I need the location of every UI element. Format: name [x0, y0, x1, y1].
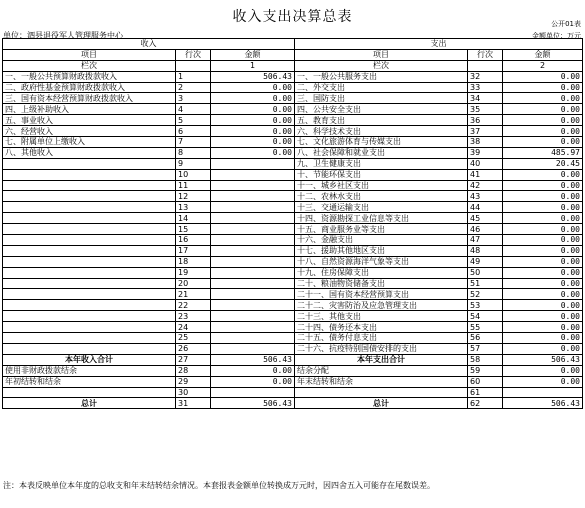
income-item-cell	[3, 267, 176, 278]
expense-rowno-cell: 36	[468, 115, 503, 126]
expense-item-cell: 十五、商业服务业等支出	[295, 224, 468, 235]
table-row	[3, 365, 583, 376]
income-rowno-cell: 19	[176, 267, 211, 278]
expense-item-cell: 十九、住房保障支出	[295, 267, 468, 278]
expense-rowno-cell: 59	[468, 365, 503, 376]
expense-amount-cell: 506.43	[503, 354, 583, 365]
income-amount-cell: 506.43	[211, 71, 295, 82]
table-row	[3, 137, 583, 148]
income-amount-cell: 0.00	[211, 126, 295, 137]
income-rowno-cell: 15	[176, 224, 211, 235]
report-title: 收入支出决算总表	[232, 9, 353, 25]
expense-amount-cell: 0.00	[503, 169, 583, 180]
income-rowno-cell: 1	[176, 71, 211, 82]
expense-rowno-cell: 41	[468, 169, 503, 180]
section-header-row	[3, 39, 583, 50]
income-rowno-cell: 7	[176, 137, 211, 148]
income-item-cell	[3, 180, 176, 191]
expense-amount-cell: 0.00	[503, 213, 583, 224]
expense-amount-cell: 0.00	[503, 137, 583, 148]
income-rowno-cell: 14	[176, 213, 211, 224]
expense-col-label: 栏次	[295, 60, 468, 71]
table-row	[3, 191, 583, 202]
expense-amount-cell: 0.00	[503, 376, 583, 387]
income-amount-cell: 0.00	[211, 365, 295, 376]
income-amount-cell	[211, 191, 295, 202]
income-item-cell	[3, 202, 176, 213]
expense-item-cell: 三、国防支出	[295, 93, 468, 104]
income-item-cell	[3, 169, 176, 180]
income-amount-cell	[211, 387, 295, 398]
income-amount-cell	[211, 333, 295, 344]
table-row	[3, 354, 583, 365]
income-expense-table	[2, 38, 583, 409]
income-item-cell: 七、附属单位上缴收入	[3, 137, 176, 148]
income-col-label: 栏次	[3, 60, 176, 71]
income-amount-cell: 0.00	[211, 376, 295, 387]
income-rowno-cell: 18	[176, 256, 211, 267]
currency-unit: 金额单位：万元	[532, 32, 581, 40]
expense-item-cell: 总计	[295, 398, 468, 409]
income-item-cell: 本年收入合计	[3, 354, 176, 365]
income-item-cell	[3, 191, 176, 202]
income-amount-cell	[211, 235, 295, 246]
expense-item-cell: 二十、粮油物资储备支出	[295, 278, 468, 289]
expense-item-cell: 十八、自然资源海洋气象等支出	[295, 256, 468, 267]
expense-rowno-cell: 57	[468, 343, 503, 354]
income-rowno-cell: 4	[176, 104, 211, 115]
expense-item-cell: 十七、援助其他地区支出	[295, 245, 468, 256]
table-row	[3, 71, 583, 82]
table-row	[3, 278, 583, 289]
expense-rowno-cell: 40	[468, 158, 503, 169]
income-item-cell	[3, 256, 176, 267]
income-amount-cell: 0.00	[211, 147, 295, 158]
table-row	[3, 376, 583, 387]
income-item-cell: 六、经营收入	[3, 126, 176, 137]
income-item-cell	[3, 343, 176, 354]
expense-item-cell: 二十三、其他支出	[295, 311, 468, 322]
income-rowno-cell: 28	[176, 365, 211, 376]
table-row	[3, 235, 583, 246]
expense-amount-header: 金额	[503, 49, 583, 60]
income-item-cell	[3, 333, 176, 344]
income-amount-cell	[211, 267, 295, 278]
expense-amount-cell: 0.00	[503, 267, 583, 278]
expense-amount-cell: 0.00	[503, 289, 583, 300]
expense-rowno-cell: 34	[468, 93, 503, 104]
income-rowno-cell: 3	[176, 93, 211, 104]
income-item-cell: 八、其他收入	[3, 147, 176, 158]
income-rowno-cell: 17	[176, 245, 211, 256]
income-amount-cell	[211, 278, 295, 289]
income-rowno-cell: 16	[176, 235, 211, 246]
income-rowno-cell: 26	[176, 343, 211, 354]
income-item-cell	[3, 213, 176, 224]
expense-amount-cell: 0.00	[503, 115, 583, 126]
expense-item-cell: 九、卫生健康支出	[295, 158, 468, 169]
table-row	[3, 256, 583, 267]
expense-item-cell: 二十五、债务付息支出	[295, 333, 468, 344]
income-amount-cell	[211, 289, 295, 300]
column-header-row	[3, 49, 583, 60]
table-row	[3, 387, 583, 398]
expense-amount-cell: 0.00	[503, 256, 583, 267]
income-col-empty	[176, 60, 211, 71]
income-rowno-cell: 5	[176, 115, 211, 126]
expense-amount-cell: 0.00	[503, 245, 583, 256]
expense-rowno-cell: 47	[468, 235, 503, 246]
income-col-index: 1	[211, 60, 295, 71]
income-item-cell	[3, 387, 176, 398]
income-rowno-cell: 30	[176, 387, 211, 398]
income-amount-cell	[211, 158, 295, 169]
table-row	[3, 311, 583, 322]
expense-item-cell: 二十四、债务还本支出	[295, 322, 468, 333]
income-amount-cell	[211, 213, 295, 224]
income-amount-cell: 0.00	[211, 82, 295, 93]
table-row	[3, 333, 583, 344]
expense-rowno-header: 行次	[468, 49, 503, 60]
income-item-cell	[3, 300, 176, 311]
expense-item-cell: 十三、交通运输支出	[295, 202, 468, 213]
expense-rowno-cell: 58	[468, 354, 503, 365]
expense-rowno-cell: 61	[468, 387, 503, 398]
expense-amount-cell: 0.00	[503, 93, 583, 104]
expense-rowno-cell: 33	[468, 82, 503, 93]
expense-amount-cell: 0.00	[503, 191, 583, 202]
expense-section-header: 支出	[295, 39, 583, 50]
expense-amount-cell: 0.00	[503, 278, 583, 289]
expense-rowno-cell: 53	[468, 300, 503, 311]
expense-item-cell: 十六、金融支出	[295, 235, 468, 246]
income-rowno-cell: 11	[176, 180, 211, 191]
expense-col-empty	[468, 60, 503, 71]
income-item-cell	[3, 235, 176, 246]
expense-amount-cell: 0.00	[503, 235, 583, 246]
expense-amount-cell: 0.00	[503, 311, 583, 322]
expense-item-cell: 十、节能环保支出	[295, 169, 468, 180]
expense-item-cell: 二十六、抗疫特别国债安排的支出	[295, 343, 468, 354]
expense-amount-cell: 0.00	[503, 104, 583, 115]
expense-item-cell: 十四、资源勘探工业信息等支出	[295, 213, 468, 224]
expense-col-index: 2	[503, 60, 583, 71]
income-rowno-cell: 22	[176, 300, 211, 311]
expense-rowno-cell: 42	[468, 180, 503, 191]
income-item-cell: 总计	[3, 398, 176, 409]
table-row	[3, 343, 583, 354]
table-row	[3, 300, 583, 311]
income-amount-cell	[211, 202, 295, 213]
expense-item-cell: 四、公共安全支出	[295, 104, 468, 115]
expense-item-cell: 六、科学技术支出	[295, 126, 468, 137]
table-row	[3, 104, 583, 115]
expense-item-cell: 二、外交支出	[295, 82, 468, 93]
expense-amount-cell: 0.00	[503, 365, 583, 376]
income-item-header: 项目	[3, 49, 176, 60]
income-rowno-cell: 23	[176, 311, 211, 322]
expense-rowno-cell: 39	[468, 147, 503, 158]
expense-item-cell: 本年支出合计	[295, 354, 468, 365]
expense-rowno-cell: 60	[468, 376, 503, 387]
expense-item-cell: 结余分配	[295, 365, 468, 376]
form-code: 公开01表	[551, 20, 581, 28]
expense-rowno-cell: 50	[468, 267, 503, 278]
income-amount-cell	[211, 256, 295, 267]
income-amount-cell	[211, 169, 295, 180]
income-item-cell	[3, 322, 176, 333]
income-item-cell: 二、政府性基金预算财政拨款收入	[3, 82, 176, 93]
table-row	[3, 245, 583, 256]
income-item-cell: 一、一般公共预算财政拨款收入	[3, 71, 176, 82]
expense-rowno-cell: 56	[468, 333, 503, 344]
expense-rowno-cell: 38	[468, 137, 503, 148]
income-item-cell	[3, 245, 176, 256]
income-rowno-cell: 10	[176, 169, 211, 180]
expense-rowno-cell: 45	[468, 213, 503, 224]
income-rowno-cell: 21	[176, 289, 211, 300]
expense-rowno-cell: 35	[468, 104, 503, 115]
income-item-cell	[3, 158, 176, 169]
income-amount-header: 金额	[211, 49, 295, 60]
expense-amount-cell: 0.00	[503, 202, 583, 213]
expense-amount-cell: 0.00	[503, 82, 583, 93]
expense-amount-cell: 0.00	[503, 333, 583, 344]
table-row	[3, 158, 583, 169]
expense-item-cell	[295, 387, 468, 398]
table-row	[3, 126, 583, 137]
income-item-cell: 使用非财政拨款结余	[3, 365, 176, 376]
income-item-cell: 三、国有资本经营预算财政拨款收入	[3, 93, 176, 104]
expense-rowno-cell: 37	[468, 126, 503, 137]
income-amount-cell: 0.00	[211, 137, 295, 148]
expense-amount-cell	[503, 387, 583, 398]
income-item-cell	[3, 278, 176, 289]
income-rowno-cell: 31	[176, 398, 211, 409]
table-row	[3, 213, 583, 224]
income-rowno-header: 行次	[176, 49, 211, 60]
income-amount-cell	[211, 180, 295, 191]
expense-item-cell: 十一、城乡社区支出	[295, 180, 468, 191]
income-rowno-cell: 2	[176, 82, 211, 93]
expense-amount-cell: 485.97	[503, 147, 583, 158]
income-amount-cell	[211, 245, 295, 256]
expense-item-cell: 八、社会保障和就业支出	[295, 147, 468, 158]
expense-amount-cell: 0.00	[503, 126, 583, 137]
expense-amount-cell: 506.43	[503, 398, 583, 409]
expense-rowno-cell: 44	[468, 202, 503, 213]
table-row	[3, 180, 583, 191]
expense-rowno-cell: 43	[468, 191, 503, 202]
income-amount-cell: 0.00	[211, 93, 295, 104]
income-rowno-cell: 9	[176, 158, 211, 169]
expense-rowno-cell: 51	[468, 278, 503, 289]
income-amount-cell: 0.00	[211, 104, 295, 115]
income-item-cell: 四、上级补助收入	[3, 104, 176, 115]
expense-item-cell: 二十一、国有资本经营预算支出	[295, 289, 468, 300]
income-rowno-cell: 20	[176, 278, 211, 289]
income-amount-cell	[211, 300, 295, 311]
table-row	[3, 82, 583, 93]
expense-item-cell: 五、教育支出	[295, 115, 468, 126]
expense-rowno-cell: 46	[468, 224, 503, 235]
table-row	[3, 115, 583, 126]
table-row	[3, 267, 583, 278]
income-item-cell: 五、事业收入	[3, 115, 176, 126]
income-amount-cell	[211, 322, 295, 333]
expense-amount-cell: 0.00	[503, 71, 583, 82]
income-section-header: 收入	[3, 39, 295, 50]
table-row	[3, 147, 583, 158]
column-index-row	[3, 60, 583, 71]
expense-amount-cell: 0.00	[503, 343, 583, 354]
income-item-cell	[3, 224, 176, 235]
income-amount-cell: 506.43	[211, 354, 295, 365]
expense-item-cell: 十二、农林水支出	[295, 191, 468, 202]
expense-amount-cell: 0.00	[503, 224, 583, 235]
table-row	[3, 289, 583, 300]
expense-rowno-cell: 52	[468, 289, 503, 300]
table-row	[3, 202, 583, 213]
income-rowno-cell: 24	[176, 322, 211, 333]
unit-name: 单位：泗县退役军人管理服务中心	[3, 31, 123, 40]
income-amount-cell: 0.00	[211, 115, 295, 126]
income-item-cell	[3, 289, 176, 300]
income-rowno-cell: 29	[176, 376, 211, 387]
table-row	[3, 169, 583, 180]
expense-amount-cell: 0.00	[503, 180, 583, 191]
expense-item-cell: 年末结转和结余	[295, 376, 468, 387]
income-item-cell: 年初结转和结余	[3, 376, 176, 387]
income-amount-cell: 506.43	[211, 398, 295, 409]
expense-item-cell: 二十二、灾害防治及应急管理支出	[295, 300, 468, 311]
expense-rowno-cell: 32	[468, 71, 503, 82]
expense-rowno-cell: 62	[468, 398, 503, 409]
income-rowno-cell: 27	[176, 354, 211, 365]
income-rowno-cell: 6	[176, 126, 211, 137]
expense-amount-cell: 0.00	[503, 300, 583, 311]
income-rowno-cell: 12	[176, 191, 211, 202]
table-row	[3, 224, 583, 235]
expense-rowno-cell: 49	[468, 256, 503, 267]
footnote: 注：本表反映单位本年度的总收支和年末结转结余情况。本套报表金额单位转换成万元时，因四舍五入可能存在尾数误差。	[3, 481, 435, 490]
income-amount-cell	[211, 343, 295, 354]
table-row	[3, 93, 583, 104]
income-item-cell	[3, 311, 176, 322]
expense-item-cell: 一、一般公共服务支出	[295, 71, 468, 82]
expense-rowno-cell: 55	[468, 322, 503, 333]
expense-rowno-cell: 54	[468, 311, 503, 322]
expense-amount-cell: 0.00	[503, 322, 583, 333]
income-rowno-cell: 13	[176, 202, 211, 213]
income-rowno-cell: 25	[176, 333, 211, 344]
table-row	[3, 322, 583, 333]
income-amount-cell	[211, 311, 295, 322]
expense-item-cell: 七、文化旅游体育与传媒支出	[295, 137, 468, 148]
table-row	[3, 398, 583, 409]
expense-item-header: 项目	[295, 49, 468, 60]
expense-amount-cell: 20.45	[503, 158, 583, 169]
income-rowno-cell: 8	[176, 147, 211, 158]
income-amount-cell	[211, 224, 295, 235]
expense-rowno-cell: 48	[468, 245, 503, 256]
